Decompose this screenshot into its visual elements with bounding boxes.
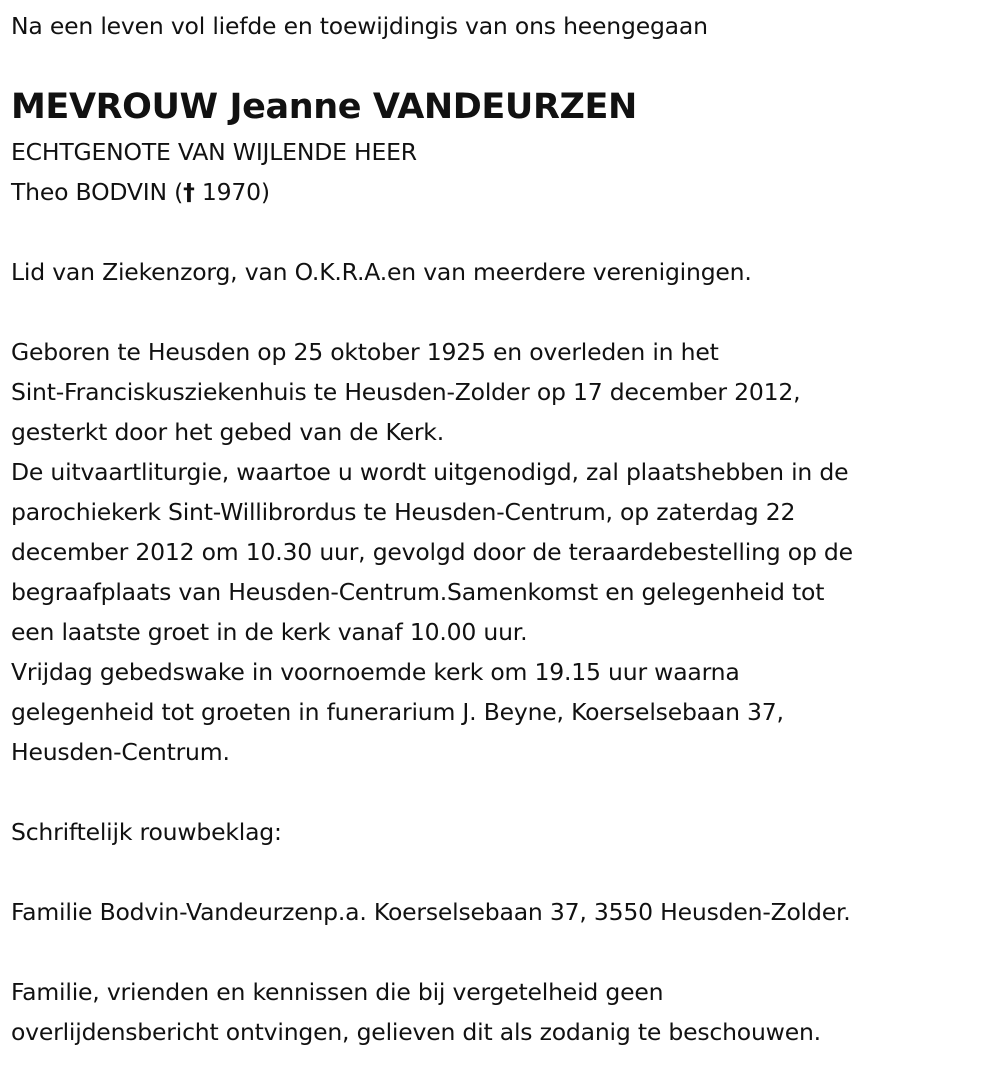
body-line: begraafplaats van Heusden-Centrum.Samenkomst en gelegenheid tot: [11, 578, 825, 606]
spacer: [11, 852, 1000, 892]
closing-paragraph: [11, 972, 1000, 1052]
spacer: [11, 212, 1000, 252]
spacer: [11, 932, 1000, 972]
spouse-title: ECHTGENOTE VAN WIJLENDE HEER: [11, 138, 417, 166]
body-line: Vrijdag gebedswake in voornoemde kerk om 19.15 uur waarna: [11, 658, 740, 686]
deceased-name: MEVROUW Jeanne VANDEURZEN: [11, 87, 637, 127]
body-paragraph: [11, 332, 1000, 772]
body-line: De uitvaartliturgie, waartoe u wordt uitgenodigd, zal plaatshebben in de: [11, 458, 849, 486]
cross-icon: †: [183, 178, 195, 206]
body-line: gesterkt door het gebed van de Kerk.: [11, 418, 444, 446]
body-line: parochiekerk Sint-Willibrordus te Heusden-Centrum, op zaterdag 22: [11, 498, 796, 526]
body-line: Heusden-Centrum.: [11, 738, 230, 766]
spacer: [11, 772, 1000, 812]
family-address: Familie Bodvin-Vandeurzenp.a. Koerselsebaan 37, 3550 Heusden-Zolder.: [11, 898, 851, 926]
condolence-label: Schriftelijk rouwbeklag:: [11, 818, 282, 846]
spouse-name-line: [11, 172, 1000, 212]
body-line: Geboren te Heusden op 25 oktober 1925 en overleden in het: [11, 338, 719, 366]
body-line: december 2012 om 10.30 uur, gevolgd door de teraardebestelling op de: [11, 538, 853, 566]
spouse-death-year: 1970): [194, 178, 270, 206]
closing-line: Familie, vrienden en kennissen die bij vergetelheid geen: [11, 978, 664, 1006]
intro-text: Na een leven vol liefde en toewijdingis van ons heengegaan: [11, 12, 708, 40]
membership-text: Lid van Ziekenzorg, van O.K.R.A.en van meerdere verenigingen.: [11, 258, 752, 286]
body-line: Sint-Franciskusziekenhuis te Heusden-Zolder op 17 december 2012,: [11, 378, 801, 406]
body-line: gelegenheid tot groeten in funerarium J. Beyne, Koerselsebaan 37,: [11, 698, 784, 726]
closing-line: overlijdensbericht ontvingen, gelieven dit als zodanig te beschouwen.: [11, 1018, 821, 1046]
body-line: een laatste groet in de kerk vanaf 10.00 uur.: [11, 618, 528, 646]
spouse-name: Theo BODVIN (: [11, 178, 184, 206]
spacer: [11, 292, 1000, 332]
